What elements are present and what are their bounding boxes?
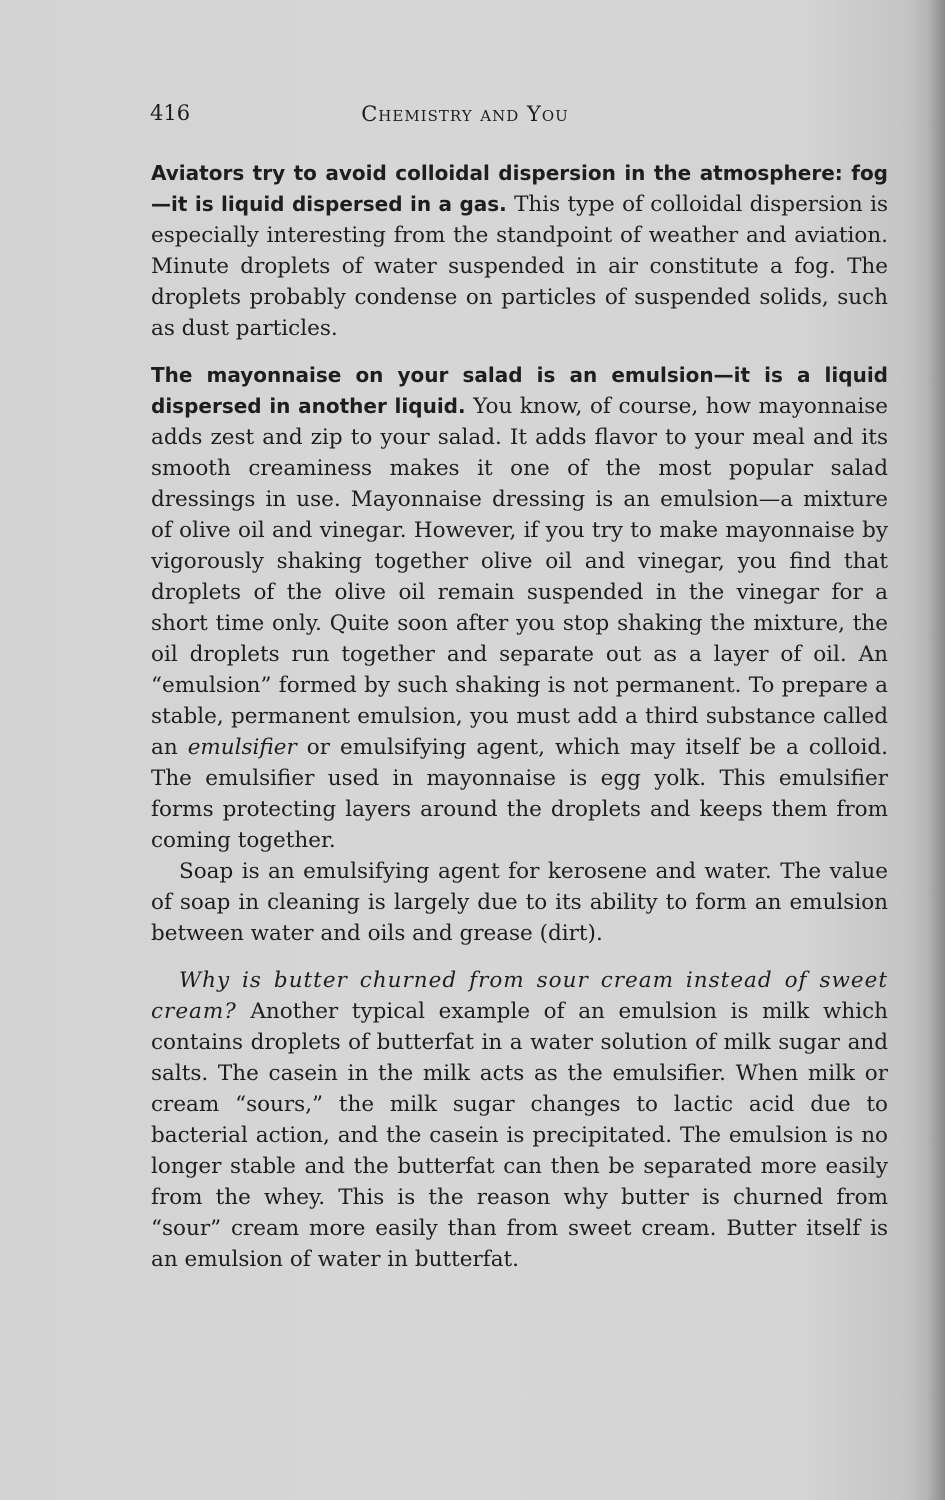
paragraph-mayonnaise-lead: The mayonnaise on your salad is an emulsion—it is a liquid dispersed in another liquid. — [151, 363, 888, 418]
spine-shadow — [927, 0, 945, 1500]
page-number: 416 — [150, 101, 191, 125]
paragraph-mayonnaise-body-b: or emulsifying agent, which may itself be a colloid. The emulsifier used in mayonnaise is egg yolk. This emulsifier forms protecting layers around the droplets and keeps them from coming together. — [151, 735, 889, 853]
paragraph-soap-body: Soap is an emulsifying agent for kerosene and water. The value of soap in cleaning is largely due to its ability to form an emulsion between water and oils and grease (dirt). — [151, 859, 888, 946]
paragraph-mayonnaise-body-a: You know, of course, how mayonnaise adds zest and zip to your salad. It adds flavor to your meal and its smooth creaminess makes it one of the most popular salad dressings in use. Mayonnaise dressing is an emulsion—a mixture of olive oil and vinegar. However, if you try to make mayonnaise by vigorously shaking together olive oil and vinegar, you find that droplets of the olive oil remain suspended in the vinegar for a short time only. Quite soon after you stop shaking the mixture, the oil droplets run together and separate out as a layer of oil. An “emulsion” formed by such shaking is not permanent. To prepare a stable, permanent emulsion, you must add a third substance called an — [151, 394, 888, 760]
emulsifier-term: emulsifier — [187, 735, 297, 760]
running-title: Chemistry and You — [361, 102, 569, 126]
paragraph-butter-body: Another typical example of an emulsion is milk which contains droplets of butterfat in a water solution of milk sugar and salts. The casein in the milk acts as the emulsifier. When milk or cream “sours,” the milk sugar changes to lactic acid due to bacterial action, and the casein is precipitated. The emulsion is no longer stable and the butterfat can then be separated more easily from the whey. This is the reason why butter is churned from “sour” cream more easily than from sweet cream. Butter itself is an emulsion of water in butterfat. — [151, 999, 888, 1272]
paragraph-butter-lead: Why is butter churned from sour cream instead of sweet cream? — [151, 968, 888, 1024]
paragraph-fog — [151, 158, 888, 344]
paragraph-butter — [151, 965, 888, 1275]
paragraph-fog-lead: Aviators try to avoid colloidal dispersion in the atmosphere: fog—it is liquid dispersed in a gas. — [151, 161, 888, 216]
page-header — [150, 101, 890, 133]
paragraph-soap — [151, 856, 888, 949]
paragraph-mayonnaise — [151, 360, 888, 856]
paragraph-fog-body: This type of colloidal dispersion is especially interesting from the standpoint of weather and aviation. Minute droplets of water suspended in air constitute a fog. The droplets probably condense on particles of suspended solids, such as dust particles. — [151, 192, 888, 341]
body-text — [151, 158, 888, 1275]
